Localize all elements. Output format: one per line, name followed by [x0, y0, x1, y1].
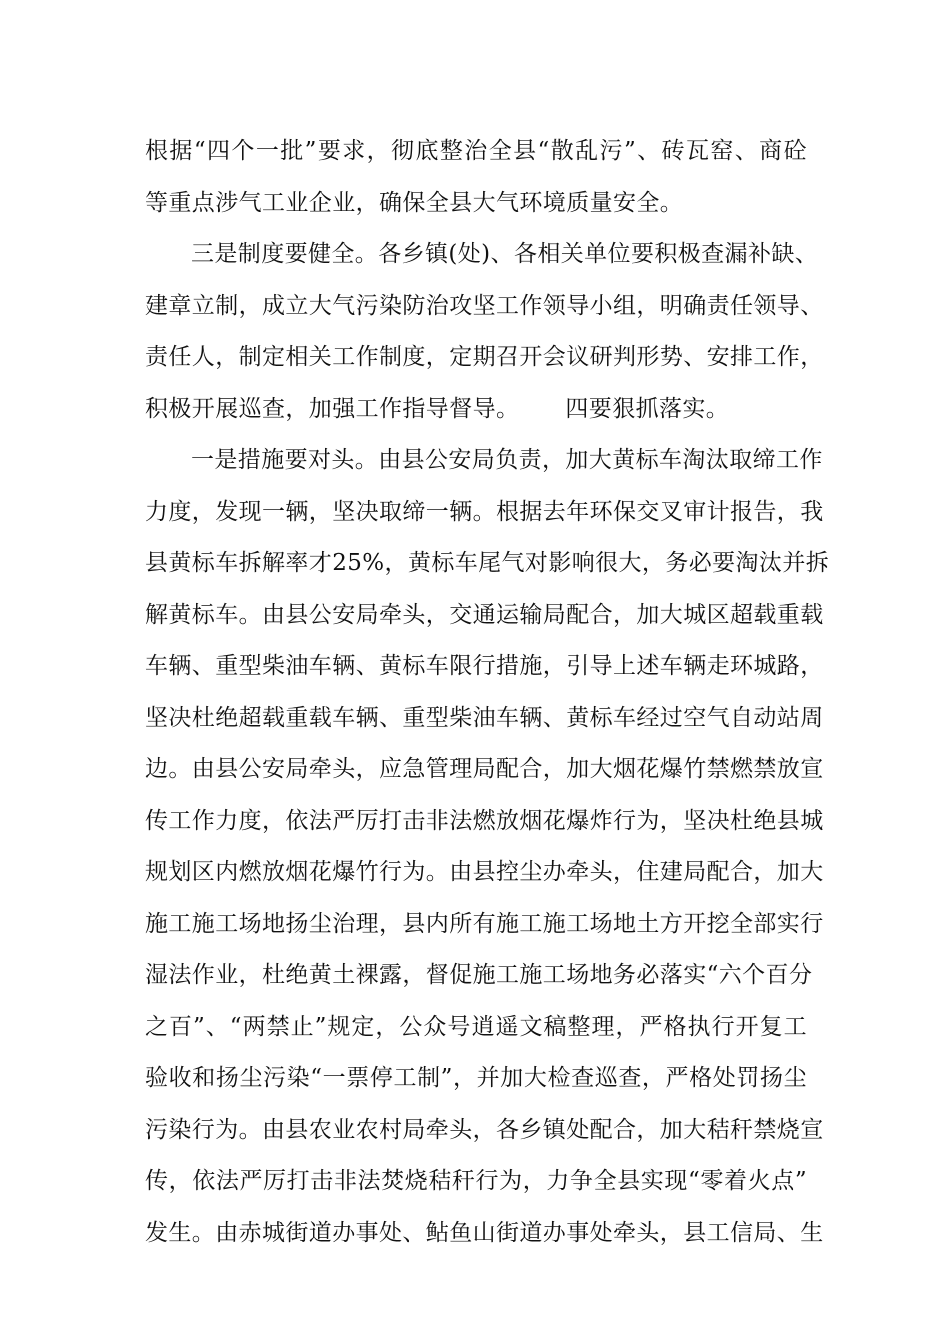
- text-line: 坚决杜绝超载重载车辆、重型柴油车辆、黄标车经过空气自动站周: [145, 704, 824, 731]
- text-line: 一是措施要对头。由县公安局负责，加大黄标车淘汰取缔工作: [191, 447, 823, 473]
- text-line: 县黄标车拆解率才25%，黄标车尾气对影响很大，务必要淘汰并拆: [145, 550, 830, 576]
- text-line: 之百”、“两禁止”规定，公众号逍遥文稿整理，严格执行开复工: [145, 1013, 807, 1040]
- text-line: 车辆、重型柴油车辆、黄标车限行措施，引导上述车辆走环城路，: [145, 653, 824, 679]
- text-line: 等重点涉气工业企业，确保全县大气环境质量安全。: [145, 189, 684, 216]
- text-line: 湿法作业，杜绝黄土裸露，督促施工施工场地务必落实“六个百分: [145, 962, 813, 988]
- text-line: 力度，发现一辆，坚决取缔一辆。根据去年环保交叉审计报告，我: [145, 498, 824, 525]
- text-line: 发生。由赤城街道办事处、鲇鱼山街道办事处牵头，县工信局、生: [145, 1219, 824, 1246]
- text-line: 规划区内燃放烟花爆竹行为。由县控尘办牵头，住建局配合，加大: [145, 859, 824, 885]
- text-line: 污染行为。由县农业农村局牵头，各乡镇处配合，加大秸秆禁烧宣: [145, 1116, 824, 1143]
- text-line: 传，依法严厉打击非法焚烧秸秆行为，力争全县实现“零着火点”: [145, 1168, 807, 1194]
- text-line: 边。由县公安局牵头，应急管理局配合，加大烟花爆竹禁燃禁放宣: [145, 756, 824, 782]
- text-line: 验收和扬尘污染“一票停工制”，并加大检查巡查，严格处罚扬尘: [145, 1065, 807, 1091]
- text-line: 解黄标车。由县公安局牵头，交通运输局配合，加大城区超载重载: [145, 601, 824, 628]
- body-text: [145, 126, 830, 1259]
- text-line-with-heading: [145, 384, 807, 436]
- text-line: 施工施工场地扬尘治理，县内所有施工施工场地土方开挖全部实行: [145, 910, 824, 937]
- text-line: 三是制度要健全。各乡镇(处)、各相关单位要积极查漏补缺、: [191, 241, 819, 267]
- text-line: 根据“四个一批”要求，彻底整治全县“散乱污”、砖瓦窑、商砼: [145, 138, 807, 164]
- text-line: 传工作力度，依法严厉打击非法燃放烟花爆炸行为，坚决杜绝县城: [145, 807, 824, 834]
- text-line: 责任人，制定相关工作制度，定期召开会议研判形势、安排工作，: [145, 344, 824, 370]
- text-line: 建章立制，成立大气污染防治攻坚工作领导小组，明确责任领导、: [145, 292, 824, 319]
- section-heading: 四要狠抓落实。: [565, 395, 730, 422]
- text-line-segment: 积极开展巡查，加强工作指导督导。: [145, 395, 520, 422]
